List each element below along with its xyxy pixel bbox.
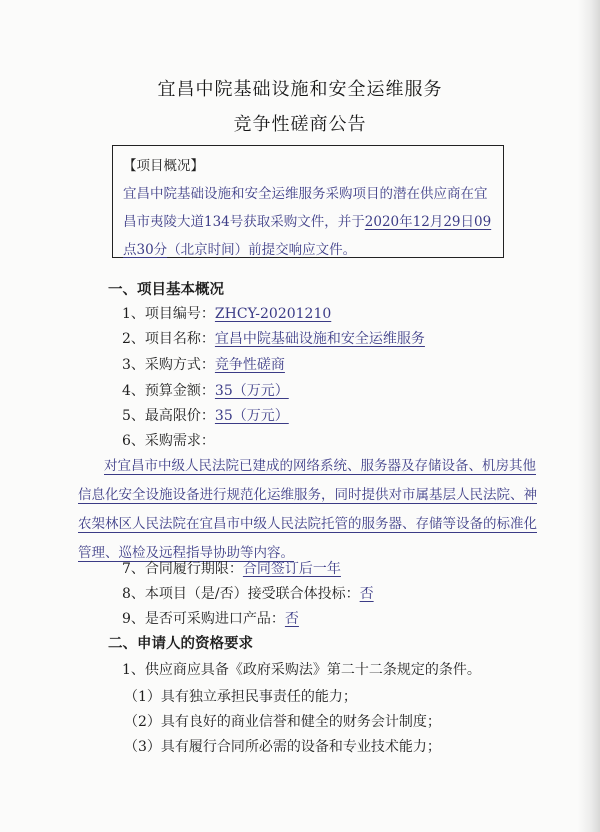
item-value: 否 [359,586,374,602]
item-value: 宜昌中院基础设施和安全运维服务 [214,331,425,347]
document-title-line2: 竞争性磋商公告 [233,114,367,135]
item-value: 35（万元） [214,383,289,399]
qualification-intro: 1、供应商应具备《政府采购法》第二十二条规定的条件。 [122,662,481,678]
item-value: 合同签订后一年 [242,561,341,577]
procurement-demand-text: 对宜昌市中级人民法院已建成的网络系统、服务器及存储设备、机房其他信息化安全设施设备进行规范化运维服务，同时提供对市属基层人民法院、神农架林区人民法院在宜昌市中级人民法院托管的服务器、存储等设备的标准化管理、巡检及远程指导协助等内容。 [78,458,537,561]
qualification-condition-1: （1）具有独立承担民事责任的能力； [124,689,357,705]
item-value: ZHCY-20201210 [214,306,332,322]
item-project-number [122,304,331,324]
document-title-line1: 宜昌中院基础设施和安全运维服务 [157,79,443,100]
overview-deadline: 2020年12月29日09点30分 [123,214,492,258]
item-value: 35（万元） [214,408,289,424]
item-value: 否 [284,611,299,627]
qualification-condition-3: （3）具有履行合同所必需的设备和专业技术能力； [124,739,441,755]
item-label: 6、采购需求： [122,433,215,449]
qualification-condition-2: （2）具有良好的商业信誉和健全的财务会计制度； [124,714,441,730]
item-project-name [122,329,425,349]
overview-text [123,180,493,264]
overview-heading: 【项目概况】 [123,158,204,174]
item-label: 4、预算金额： [122,383,215,399]
item-label: 1、项目编号： [122,306,215,322]
item-procurement-method [122,355,285,375]
item-label: 8、本项目（是/否）接受联合体投标： [122,586,360,602]
item-label: 5、最高限价： [122,408,215,424]
item-label: 3、采购方式： [122,357,215,373]
item-label: 9、是否可采购进口产品： [122,611,285,627]
item-consortium-bid [122,584,374,604]
item-label: 2、项目名称： [122,331,215,347]
item-value: 竞争性磋商 [214,357,285,373]
section2-heading: 二、申请人的资格要求 [108,636,253,652]
section1-heading: 一、项目基本概况 [108,282,224,298]
item-contract-period [122,559,341,579]
item-budget [122,381,289,401]
item-procurement-demand [122,431,215,451]
project-overview-box [112,145,504,258]
item-import-products [122,609,299,629]
item-max-price [122,406,289,426]
overview-text-after: （北京时间）前提交响应文件。 [167,242,357,258]
item-label: 7、合同履行期限： [122,561,243,577]
overview-text-before: 宜昌中院基础设施和安全运维服务采购项目的潜在供应商在宜昌市夷陵大道134号获取采购文件，并于 [123,186,488,230]
